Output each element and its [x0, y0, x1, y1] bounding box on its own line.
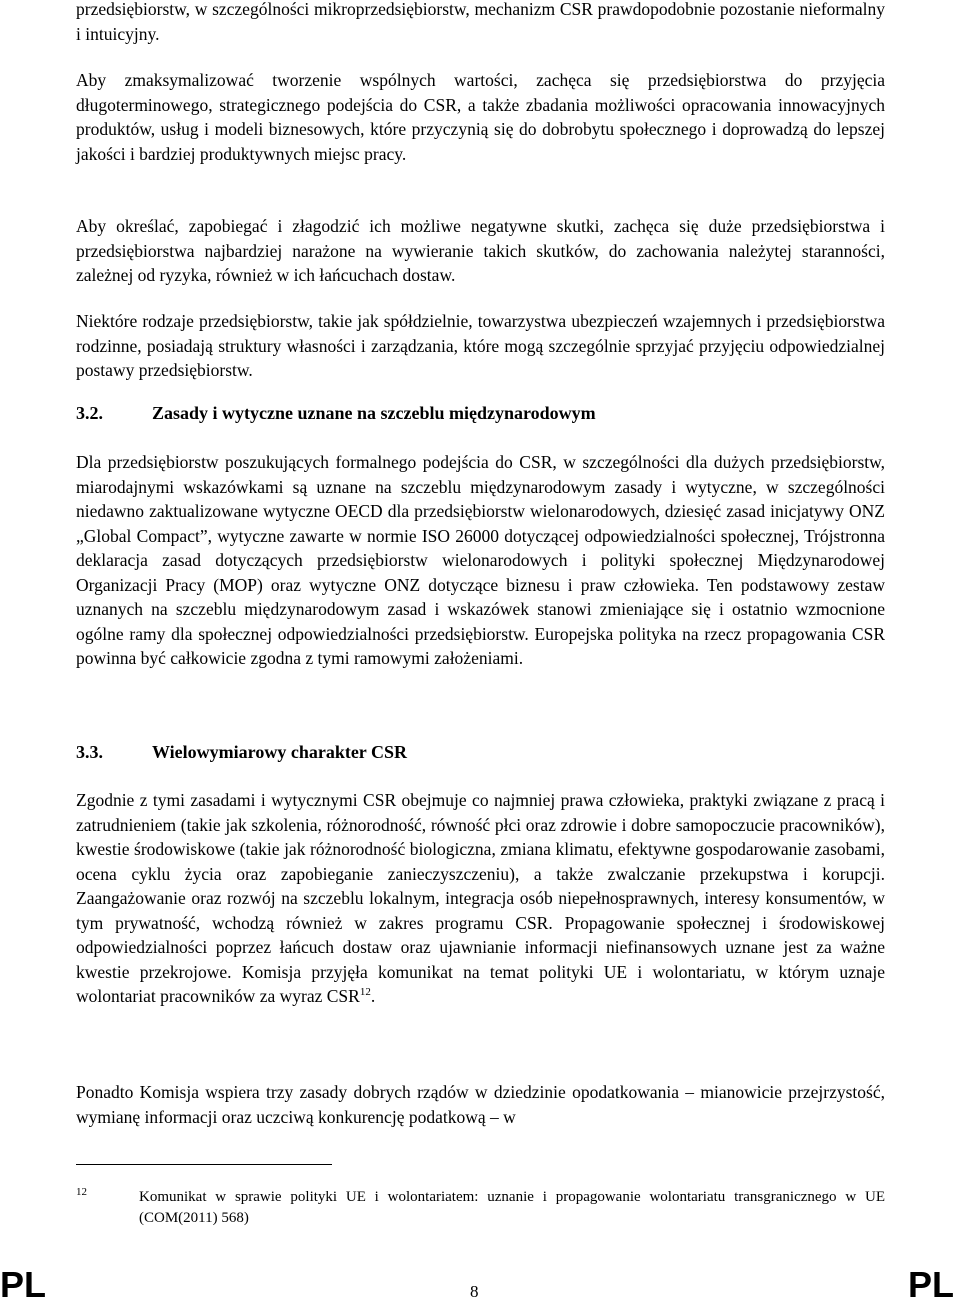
footnote-divider: [76, 1164, 332, 1165]
footnote-reference[interactable]: 12: [359, 986, 371, 999]
paragraph: Ponadto Komisja wspiera trzy zasady dobrych rządów w dziedzinie opodatkowania – mianowicie przejrzystość, wymianę informacji oraz uczciwą konkurencję podatkową – w: [76, 1082, 885, 1127]
language-code-left: PL: [0, 1264, 47, 1305]
footnote-number: 12: [76, 1186, 87, 1198]
language-code-right: PL: [907, 1264, 954, 1305]
paragraph-text: Zgodnie z tymi zasadami i wytycznymi CSR obejmuje co najmniej prawa człowieka, praktyki związane z pracą i zatrudnieniem (takie jak szkolenia, różnorodność, równość płci oraz zdrowie i dobre samopoczucie pracowników), kwestie środowiskowe (takie jak różnorodność biologiczna, zmiana klimatu, efektywne gospodarowanie zasobami, ocena cyklu życia oraz zapobieganie zanieczyszczeniu), a także zwalczanie przekupstwa i korupcji. Zaangażowanie oraz rozwój na szczeblu lokalnym, integracja osób niepełnosprawnych, interesy konsumentów, w tym prywatność, wchodzą również w zakres programu CSR. Propagowanie społecznej i środowiskowej odpowiedzialności poprzez łańcuch dostaw oraz ujawnianie informacji niefinansowych uznane jest za ważne kwestie przekrojowe. Komisja przyjęła komunikat na temat polityki UE i wolontariatu, w którym uznaje wolontariat pracowników za wyraz CSR: [76, 790, 885, 1006]
section-heading-3-3: [76, 742, 407, 763]
paragraph: Aby określać, zapobiegać i złagodzić ich możliwe negatywne skutki, zachęca się duże przedsiębiorstwa i przedsiębiorstwa najbardziej narażone na wywieranie takich skutków, do zachowania należytej staranności, zależnej od ryzyka, również w ich łańcuchach dostaw.: [76, 216, 885, 285]
section-heading-3-2: [76, 403, 596, 424]
paragraph: [76, 788, 885, 1009]
paragraph: Dla przedsiębiorstw poszukujących formalnego podejścia do CSR, w szczególności dla dużych przedsiębiorstw, miarodajnymi wskazówkami są uznane na szczeblu międzynarodowym zasady i wytyczne, w szczególności niedawno zaktualizowane wytyczne OECD dla przedsiębiorstw wielonarodowych, dziesięć zasad inicjatywy ONZ „Global Compact”, wytyczne zawarte w normie ISO 26000 dotyczącej odpowiedzialności społecznej, Trójstronna deklaracja zasad dotyczących przedsiębiorstw wielonarodowych i polityki społecznej Międzynarodowej Organizacji Pracy (MOP) oraz wytyczne ONZ dotyczące biznesu i praw człowieka. Ten podstawowy zestaw uznanych na szczeblu międzynarodowym zasad i wskazówek stanowi zmieniające się i ostatnio wzmocnione ogólne ramy dla społecznej odpowiedzialności przedsiębiorstw. Europejska polityka na rzecz propagowania CSR powinna być całkowicie zgodna z tymi ramowymi założeniami.: [76, 452, 885, 668]
section-title: Wielowymiarowy charakter CSR: [152, 742, 407, 762]
section-number: 3.2.: [76, 403, 103, 423]
paragraph-continued: przedsiębiorstw, w szczególności mikroprzedsiębiorstw, mechanizm CSR prawdopodobnie pozostanie nieformalny i intuicyjny.: [76, 0, 885, 44]
footnote-text: Komunikat w sprawie polityki UE i wolontariatem: uznanie i propagowanie wolontariatu transgranicznego w UE (COM(2011) 568): [139, 1189, 885, 1226]
paragraph: Aby zmaksymalizować tworzenie wspólnych wartości, zachęca się przedsiębiorstwa do przyjęcia długoterminowego, strategicznego podejścia do CSR, a także zbadania możliwości opracowania innowacyjnych produktów, usług i modeli biznesowych, które przyczynią się do dobrobytu społecznego i doprowadzą do lepszej jakości i bardziej produktywnych miejsc pracy.: [76, 70, 885, 164]
section-number: 3.3.: [76, 742, 103, 762]
paragraph-end: .: [370, 986, 376, 1006]
page-number: 8: [470, 1282, 479, 1301]
section-title: Zasady i wytyczne uznane na szczeblu międzynarodowym: [152, 403, 596, 423]
paragraph: Niektóre rodzaje przedsiębiorstw, takie jak spółdzielnie, towarzystwa ubezpieczeń wzajemnych i przedsiębiorstwa rodzinne, posiadają struktury własności i zarządzania, które mogą szczególnie sprzyjać przyjęciu odpowiedzialnej postawy przedsiębiorstw.: [76, 311, 885, 380]
